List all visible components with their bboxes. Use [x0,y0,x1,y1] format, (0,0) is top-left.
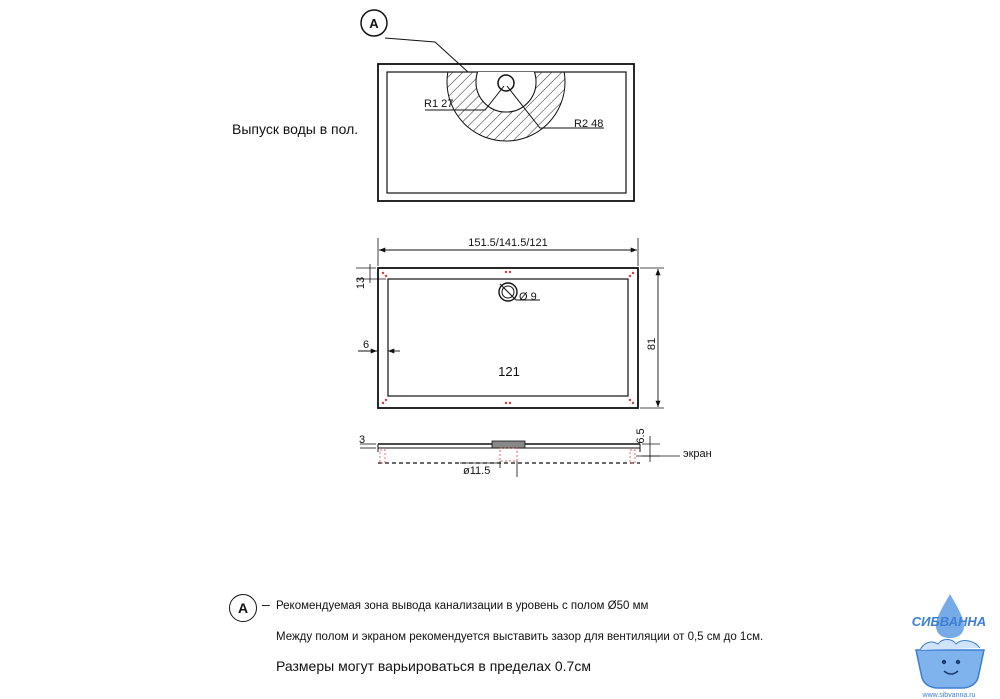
sibvanna-logo [898,592,1000,699]
legend-a-badge: A [229,594,257,622]
depth-dim-label: 81 [646,337,658,351]
corner-markers [382,271,634,404]
drain-diameter-label: Ø 9 [519,291,537,303]
callout-a-letter: A [369,16,379,31]
logo-url: www.sibvanna.ru [922,692,976,699]
height-left-label: 3 [358,434,366,446]
section-view [359,428,712,477]
logo-text: СИБВАННА [911,614,987,629]
note-ventilation-gap: Между полом и экраном рекомендуется выставить зазор для вентиляции от 0,5 см до 1см. [276,631,764,643]
pipe-diameter-label: ø11.5 [463,465,491,477]
inner-width-label: 121 [498,364,520,379]
r2-label: R2 48 [574,118,604,130]
note-size-tolerance: Размеры могут варьироваться в пределах 0.7см [276,658,591,674]
bathtub-icon [916,650,984,688]
note-outlet-zone: Рекомендуемая зона вывода канализации в уровень с полом Ø50 мм [276,600,649,612]
r1-label: R1 27 [424,98,454,110]
height-right-label: 6.5 [635,428,647,444]
border-top-label: 13 [355,276,367,290]
legend-dash: – [262,596,270,612]
plan-view [355,237,664,408]
top-view [361,10,634,201]
callout-a-leader [385,38,468,72]
tray-outer-rect [378,268,638,408]
width-dim-label: 151.5/141.5/121 [468,237,548,249]
drain-circle [498,75,514,91]
border-side-label: 6 [362,339,370,351]
section-drain [492,441,525,448]
outlet-label: Выпуск воды в пол. [232,121,359,137]
screen-label: экран [683,448,712,460]
